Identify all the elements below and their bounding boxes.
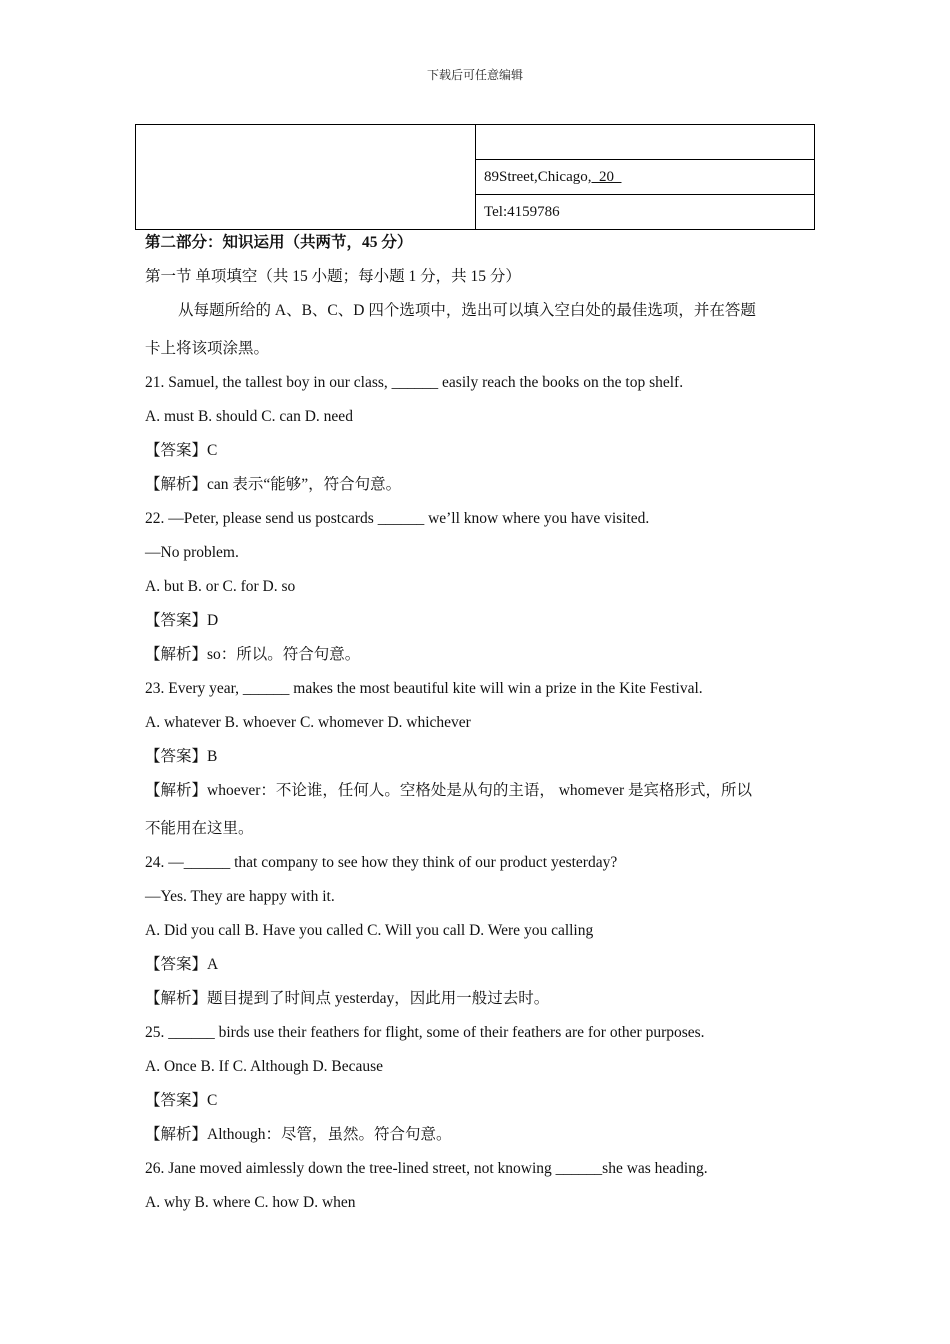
question-23-analysis-2: 不能用在这里。 bbox=[145, 820, 254, 837]
question-24-options: A. Did you call B. Have you called C. Will you call D. Were you calling bbox=[145, 922, 594, 939]
document-body bbox=[145, 230, 810, 1224]
table-cell-address bbox=[476, 160, 814, 195]
address-number: 20 bbox=[591, 169, 622, 185]
question-21-stem: 21. Samuel, the tallest boy in our class, ______ easily reach the books on the top shelf. bbox=[145, 374, 684, 391]
info-table bbox=[135, 124, 815, 230]
question-25-answer: 【答案】C bbox=[145, 1092, 218, 1109]
question-26-options: A. why B. where C. how D. when bbox=[145, 1194, 356, 1211]
table-cell-row1 bbox=[476, 125, 814, 160]
question-25-options: A. Once B. If C. Although D. Because bbox=[145, 1058, 384, 1075]
question-21-analysis: 【解析】can 表示“能够”，符合句意。 bbox=[145, 476, 402, 493]
section-subtitle: 第一节 单项填空（共 15 小题；每小题 1 分，共 15 分） bbox=[145, 268, 521, 285]
question-24-stem: 24. —______ that company to see how they think of our product yesterday? bbox=[145, 854, 618, 871]
question-22-reply: —No problem. bbox=[145, 544, 239, 561]
table-cell-tel: Tel:4159786 bbox=[484, 204, 560, 220]
question-25-stem: 25. ______ birds use their feathers for flight, some of their feathers are for other purposes. bbox=[145, 1024, 705, 1041]
question-23-answer: 【答案】B bbox=[145, 748, 218, 765]
question-25-analysis: 【解析】Although：尽管，虽然。符合句意。 bbox=[145, 1126, 452, 1143]
question-21-answer: 【答案】C bbox=[145, 442, 218, 459]
instruction-line-2: 卡上将该项涂黑。 bbox=[145, 340, 270, 357]
question-22-options: A. but B. or C. for D. so bbox=[145, 578, 296, 595]
address-text: 89Street,Chicago, bbox=[484, 169, 592, 185]
question-22-analysis: 【解析】so：所以。符合句意。 bbox=[145, 646, 361, 663]
question-23-analysis-1: 【解析】whoever：不论谁，任何人。空格处是从句的主语， whomever 是宾格形式，所以 bbox=[145, 782, 753, 799]
question-26-stem: 26. Jane moved aimlessly down the tree-lined street, not knowing ______she was heading. bbox=[145, 1160, 708, 1177]
question-21-options: A. must B. should C. can D. need bbox=[145, 408, 353, 425]
question-23-options: A. whatever B. whoever C. whomever D. whichever bbox=[145, 714, 471, 731]
question-22-answer: 【答案】D bbox=[145, 612, 219, 629]
question-24-analysis: 【解析】题目提到了时间点 yesterday，因此用一般过去时。 bbox=[145, 990, 550, 1007]
question-24-answer: 【答案】A bbox=[145, 956, 219, 973]
question-22-stem: 22. —Peter, please send us postcards ______ we’ll know where you have visited. bbox=[145, 510, 650, 527]
instruction-line-1: 从每题所给的 A、B、C、D 四个选项中，选出可以填入空白处的最佳选项，并在答题 bbox=[178, 302, 756, 319]
question-23-stem: 23. Every year, ______ makes the most beautiful kite will win a prize in the Kite Festival. bbox=[145, 680, 703, 697]
table-left-cell bbox=[136, 125, 476, 229]
page-header-note: 下载后可任意编辑 bbox=[426, 68, 523, 82]
section-title: 第二部分：知识运用（共两节，45 分） bbox=[145, 234, 413, 251]
question-24-reply: —Yes. They are happy with it. bbox=[145, 888, 335, 905]
